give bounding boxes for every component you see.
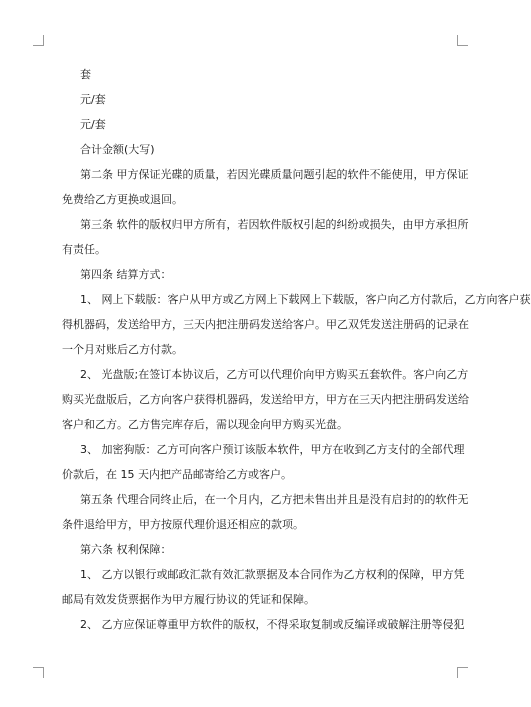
text-line: 第三条 软件的版权归甲方所有，若因软件版权引起的纠纷或损失，由甲方承担所 xyxy=(80,218,469,231)
text-line: 1、 网上下载版：客户从甲方或乙方网上下载网上下载版，客户向乙方付款后，乙方向客户获 xyxy=(80,293,531,306)
crop-mark-bottom-right xyxy=(457,667,468,678)
crop-mark-top-right xyxy=(457,35,468,46)
document-body xyxy=(62,62,531,637)
text-line: 第二条 甲方保证光碟的质量，若因光碟质量问题引起的软件不能使用，甲方保证 xyxy=(80,168,469,181)
text-line: 第四条 结算方式： xyxy=(80,268,172,281)
text-line: 第五条 代理合同终止后，在一个月内，乙方把未售出并且是没有启封的的软件无 xyxy=(80,493,469,506)
text-line: 邮局有效发货票据作为甲方履行协议的凭证和保障。 xyxy=(62,593,315,606)
text-line: 套 xyxy=(80,68,91,81)
text-line: 客户和乙方。乙方售完库存后，需以现金向甲方购买光盘。 xyxy=(62,418,348,431)
text-line: 3、 加密狗版：乙方可向客户预订该版本软件，甲方在收到乙方支付的全部代理 xyxy=(80,443,465,456)
crop-mark-top-left xyxy=(33,35,44,46)
text-line: 1、 乙方以银行或邮政汇款有效汇款票据及本合同作为乙方权利的保障，甲方凭 xyxy=(80,568,465,581)
text-line: 得机器码，发送给甲方，三天内把注册码发送给客户。甲乙双凭发送注册码的记录在 xyxy=(62,318,469,331)
text-line: 元/套 xyxy=(80,93,106,106)
text-line: 2、 乙方应保证尊重甲方软件的版权，不得采取复制或反编译或破解注册等侵犯 xyxy=(80,618,465,631)
text-line: 有责任。 xyxy=(62,243,106,256)
text-line: 第六条 权利保障： xyxy=(80,543,172,556)
text-line: 一个月对账后乙方付款。 xyxy=(62,343,183,356)
text-line: 购买光盘版后，乙方向客户获得机器码，发送给甲方，甲方在三天内把注册码发送给 xyxy=(62,393,469,406)
text-line: 价款后，在 15 天内把产品邮寄给乙方或客户。 xyxy=(62,468,292,481)
text-line: 条件退给甲方，甲方按原代理价退还相应的款项。 xyxy=(62,518,304,531)
text-line: 元/套 xyxy=(80,118,106,131)
text-line: 合计金额(大写) xyxy=(80,143,155,156)
crop-mark-bottom-left xyxy=(33,667,44,678)
text-line: 免费给乙方更换或退回。 xyxy=(62,193,183,206)
text-line: 2、 光盘版;在签订本协议后，乙方可以代理价向甲方购买五套软件。客户向乙方 xyxy=(80,368,469,381)
